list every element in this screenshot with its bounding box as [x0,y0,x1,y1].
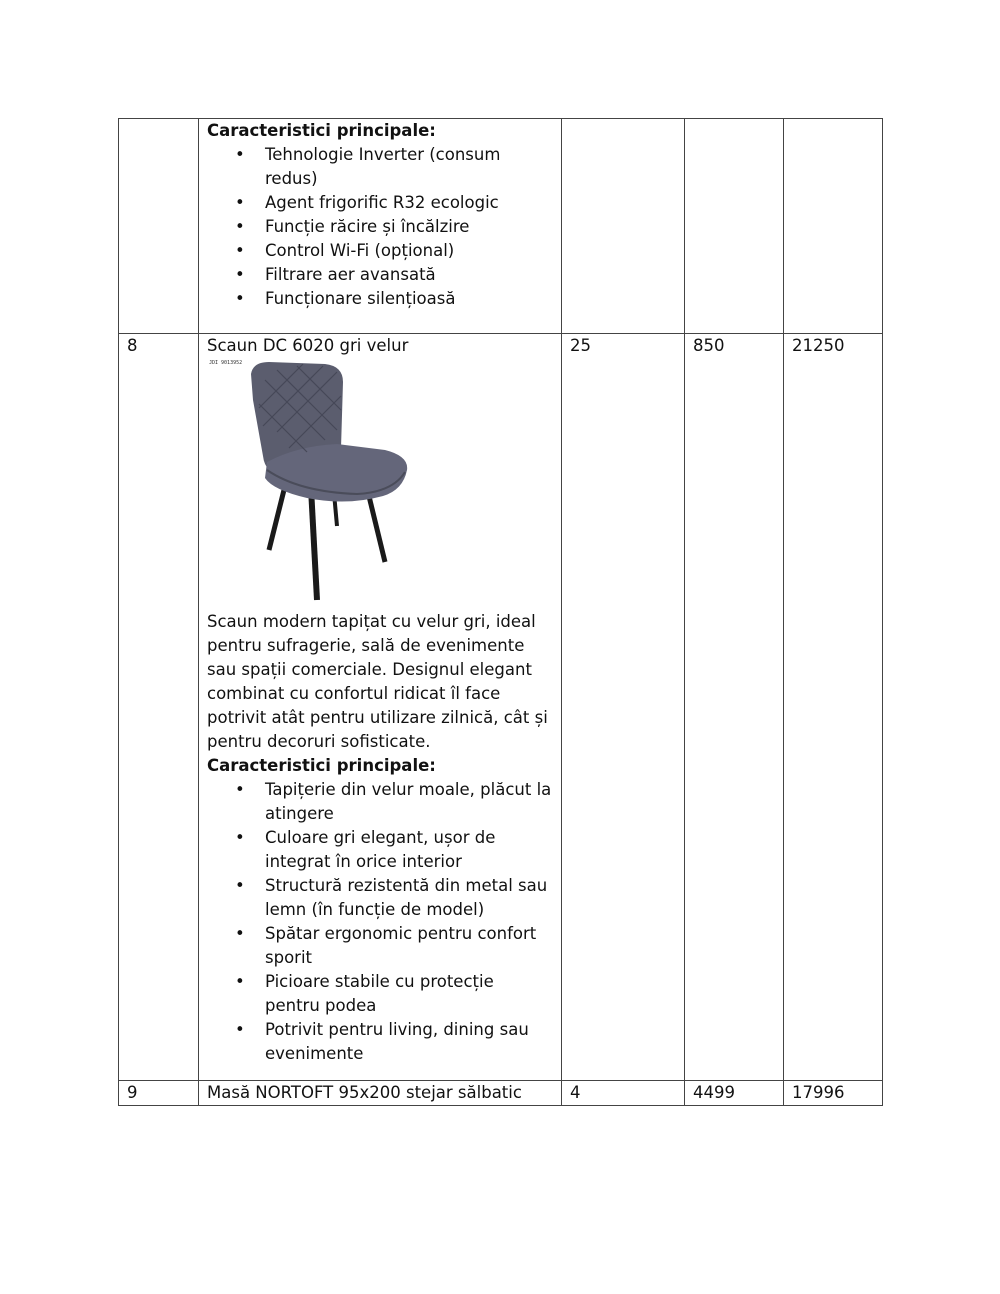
feature-item: • Spătar ergonomic pentru confort sporit [265,922,553,970]
description-cell [199,1081,562,1106]
feature-item: • Filtrare aer avansată [265,263,553,287]
product-title: Scaun DC 6020 gri velur [207,336,409,355]
image-code-text: JDI 9013952 [209,360,243,366]
product-title: Masă NORTOFT 95x200 stejar sălbatic [207,1083,522,1102]
quantity-cell: 25 [562,334,685,1081]
row-number-cell [119,119,199,334]
unit-price-cell: 4499 [685,1081,784,1106]
feature-item: • Funcție răcire și încălzire [265,215,553,239]
row-number-cell: 9 [119,1081,199,1106]
features-heading: Caracteristici principale: [207,121,436,140]
table-row [119,334,883,1081]
features-list [207,778,553,1066]
table-row [119,119,883,334]
table-row [119,1081,883,1106]
unit-price-cell [685,119,784,334]
feature-item: • Tapițerie din velur moale, plăcut la atingere [265,778,553,826]
description-cell [199,334,562,1081]
feature-item: • Potrivit pentru living, dining sau evenimente [265,1018,553,1066]
quantity-cell: 4 [562,1081,685,1106]
feature-item: • Picioare stabile cu protecție pentru podea [265,970,553,1018]
feature-item: • Agent frigorific R32 ecologic [265,191,553,215]
feature-item: • Funcționare silențioasă [265,287,553,311]
feature-item: • Structură rezistentă din metal sau lemn (în funcție de model) [265,874,553,922]
gray-velvet-chair-image [207,360,427,606]
product-description: Scaun modern tapițat cu velur gri, ideal pentru sufragerie, sală de evenimente sau spații comerciale. Designul elegant combinat cu confortul ridicat îl face potrivit atât pentru utilizare zilnică, cât și pentru decoruri sofisticate. [207,612,548,751]
feature-item: • Culoare gri elegant, ușor de integrat în orice interior [265,826,553,874]
total-cell: 17996 [784,1081,883,1106]
quantity-cell [562,119,685,334]
unit-price-cell: 850 [685,334,784,1081]
feature-item: • Tehnologie Inverter (consum redus) [265,143,553,191]
features-heading: Caracteristici principale: [207,756,436,775]
product-table [118,118,883,1106]
description-cell [199,119,562,334]
chair-icon [207,360,427,606]
features-list [207,143,553,311]
total-cell: 21250 [784,334,883,1081]
feature-item: • Control Wi-Fi (opțional) [265,239,553,263]
row-number-cell: 8 [119,334,199,1081]
total-cell [784,119,883,334]
